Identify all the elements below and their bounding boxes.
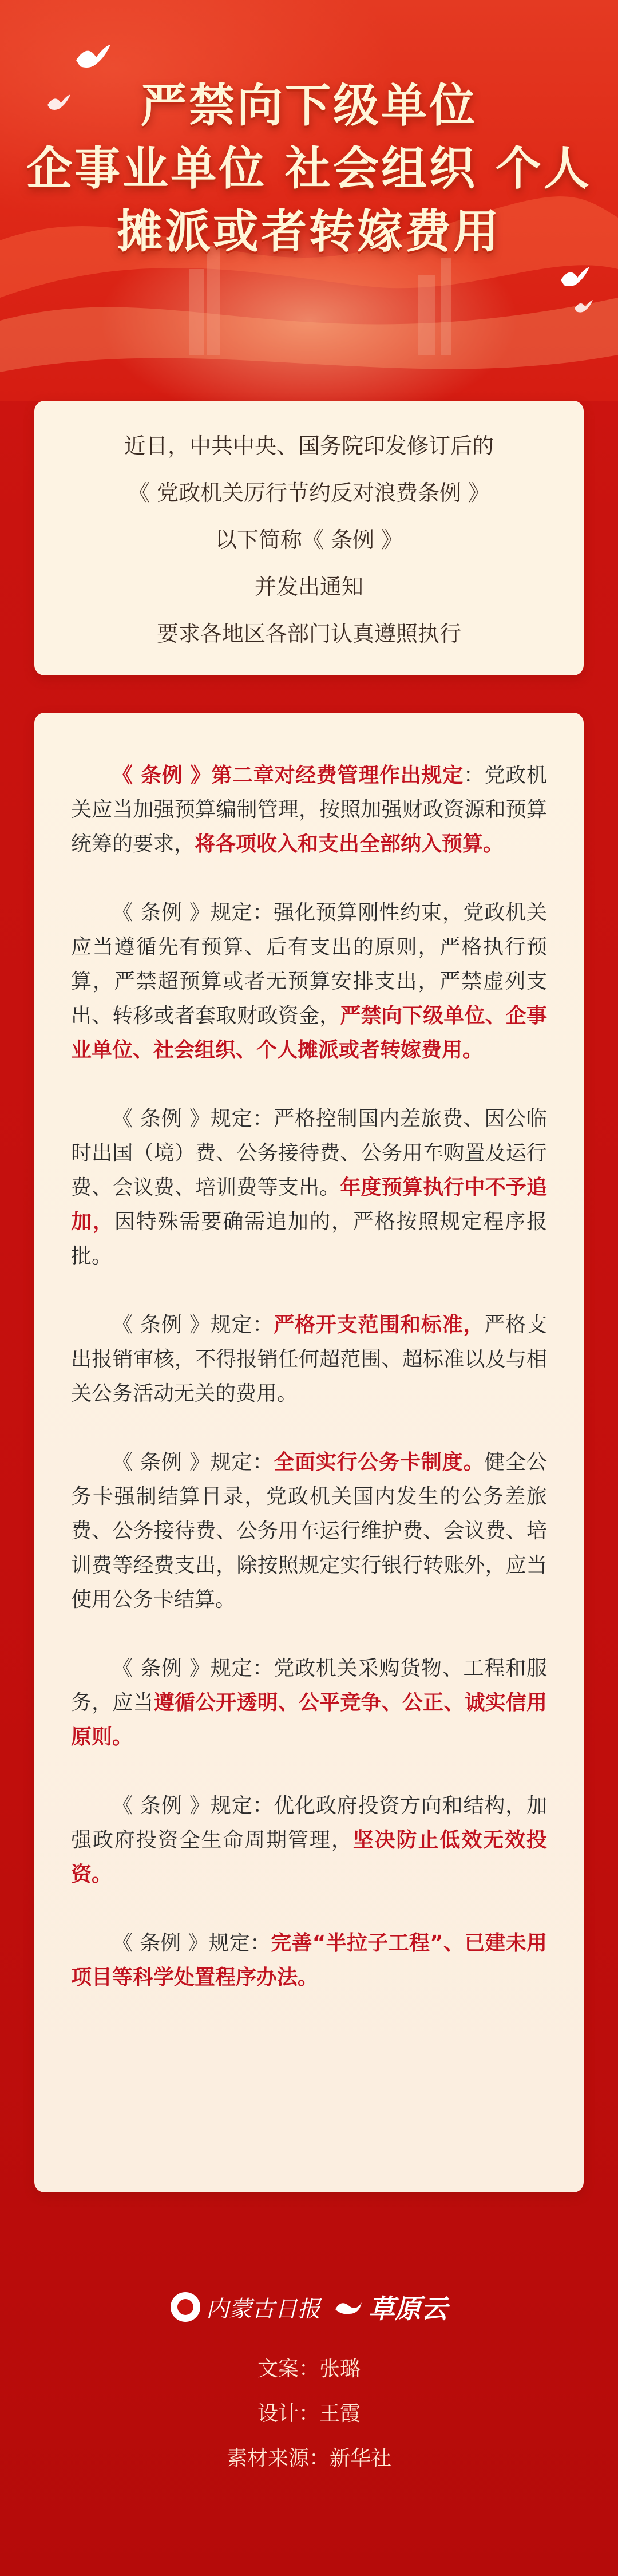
caoyuanyun-logo-text: 草原云 [369,2293,447,2324]
credit-designer: 设计：王霞 [257,2402,360,2425]
body-text: 严格支出报销审核，不得报销任何超范围、超标准以及与相关公务活动无关的费用。 [71,1313,547,1405]
intro-line: 《 党政机关厉行节约反对浪费条例 》 [128,480,490,505]
dove-icon [572,298,595,316]
highlight-text: 将各项收入和支出全部纳入预算。 [195,832,504,856]
regulation-paragraph [71,896,547,1068]
highlight-text: 《 条例 》第二章对经费管理作出规定 [112,764,464,787]
intro-card [34,401,584,675]
body-text: 《 条例 》规定：强化预算刚性约束，党政机关应当遵循先有预算、后有支出的原则，严格执行预算，严禁超预算或者无预算安排支出，严禁虚列支出、转移或者套取财政资金， [71,901,547,1028]
newspaper-logo [171,2291,320,2324]
body-text: 《 条例 》规定： [112,1931,271,1955]
intro-line: 并发出通知 [254,574,363,599]
highlight-text: 严格开支范围和标准， [274,1313,485,1337]
title-line-1: 严禁向下级单位 [141,79,477,132]
regulation-paragraph [71,1445,547,1617]
regulation-paragraph [71,1789,547,1892]
regulation-text [34,713,584,1995]
intro-line: 近日，中共中央、国务院印发修订后的 [124,433,494,459]
body-text: 《 条例 》规定：优化政府投资方向和结构，加强政府投资全生命周期管理， [71,1794,547,1852]
highlight-text: 年度预算执行中不予追加， [71,1176,547,1234]
credit-writer: 文案：张璐 [257,2357,360,2381]
dove-icon [73,40,113,74]
body-text: 健全公务卡强制结算目录，党政机关国内发生的公务差旅费、公务接待费、公务用车运行维护费、会议费、培训费等经费支出，除按照规定实行银行转账外，应当使用公务卡结算。 [71,1451,547,1611]
title-line-2: 企事业单位 社会组织 个人 [26,142,592,195]
highlight-text: 完善“半拉子工程”、已建未用项目等科学处置程序办法。 [71,1931,548,1989]
hero-banner [0,0,618,401]
highlight-text: 坚决防止低效无效投资。 [71,1828,547,1886]
logo-row [0,2284,618,2330]
regulation-paragraph [71,1308,547,1411]
highlight-text: 严禁向下级单位、企事业单位、社会组织、个人摊派或者转嫁费用。 [71,1004,547,1062]
regulation-paragraph [71,1102,547,1274]
regulation-paragraph [71,758,547,862]
newspaper-logo-icon [171,2292,200,2322]
body-text: ：党政机关应当加强预算编制管理，按照加强财政资源和预算统筹的要求， [71,764,547,856]
body-text: 《 条例 》规定： [112,1313,274,1337]
body-text: 《 条例 》规定： [112,1451,274,1474]
regulation-paragraph [71,1652,547,1755]
credit-source: 素材来源：新华社 [226,2447,391,2470]
page-title [0,74,618,263]
footer [0,2284,618,2481]
regulation-paragraph [71,1926,547,1995]
regulation-card [34,713,584,2192]
dove-icon [558,263,592,292]
intro-line: 以下简称《 条例 》 [215,527,403,552]
caoyuanyun-logo [333,2288,447,2326]
newspaper-logo-text: 内蒙古日报 [206,2296,320,2322]
highlight-text: 遵循公开透明、公平竞争、公正、诚实信用原则。 [71,1691,547,1749]
highlight-text: 全面实行公务卡制度。 [274,1451,485,1474]
title-line-3: 摊派或者转嫁费用 [117,205,501,258]
body-text: 因特殊需要确需追加的，严格按照规定程序报批。 [71,1210,547,1268]
intro-line: 要求各地区各部门认真遵照执行 [156,621,461,646]
body-text: 《 条例 》规定：严格控制国内差旅费、因公临时出国（境）费、公务接待费、公务用车购置及运行费、会议费、培训费等支出。 [71,1107,547,1199]
body-text: 《 条例 》规定：党政机关采购货物、工程和服务，应当 [71,1657,547,1714]
cloud-wave-icon [333,2297,364,2317]
